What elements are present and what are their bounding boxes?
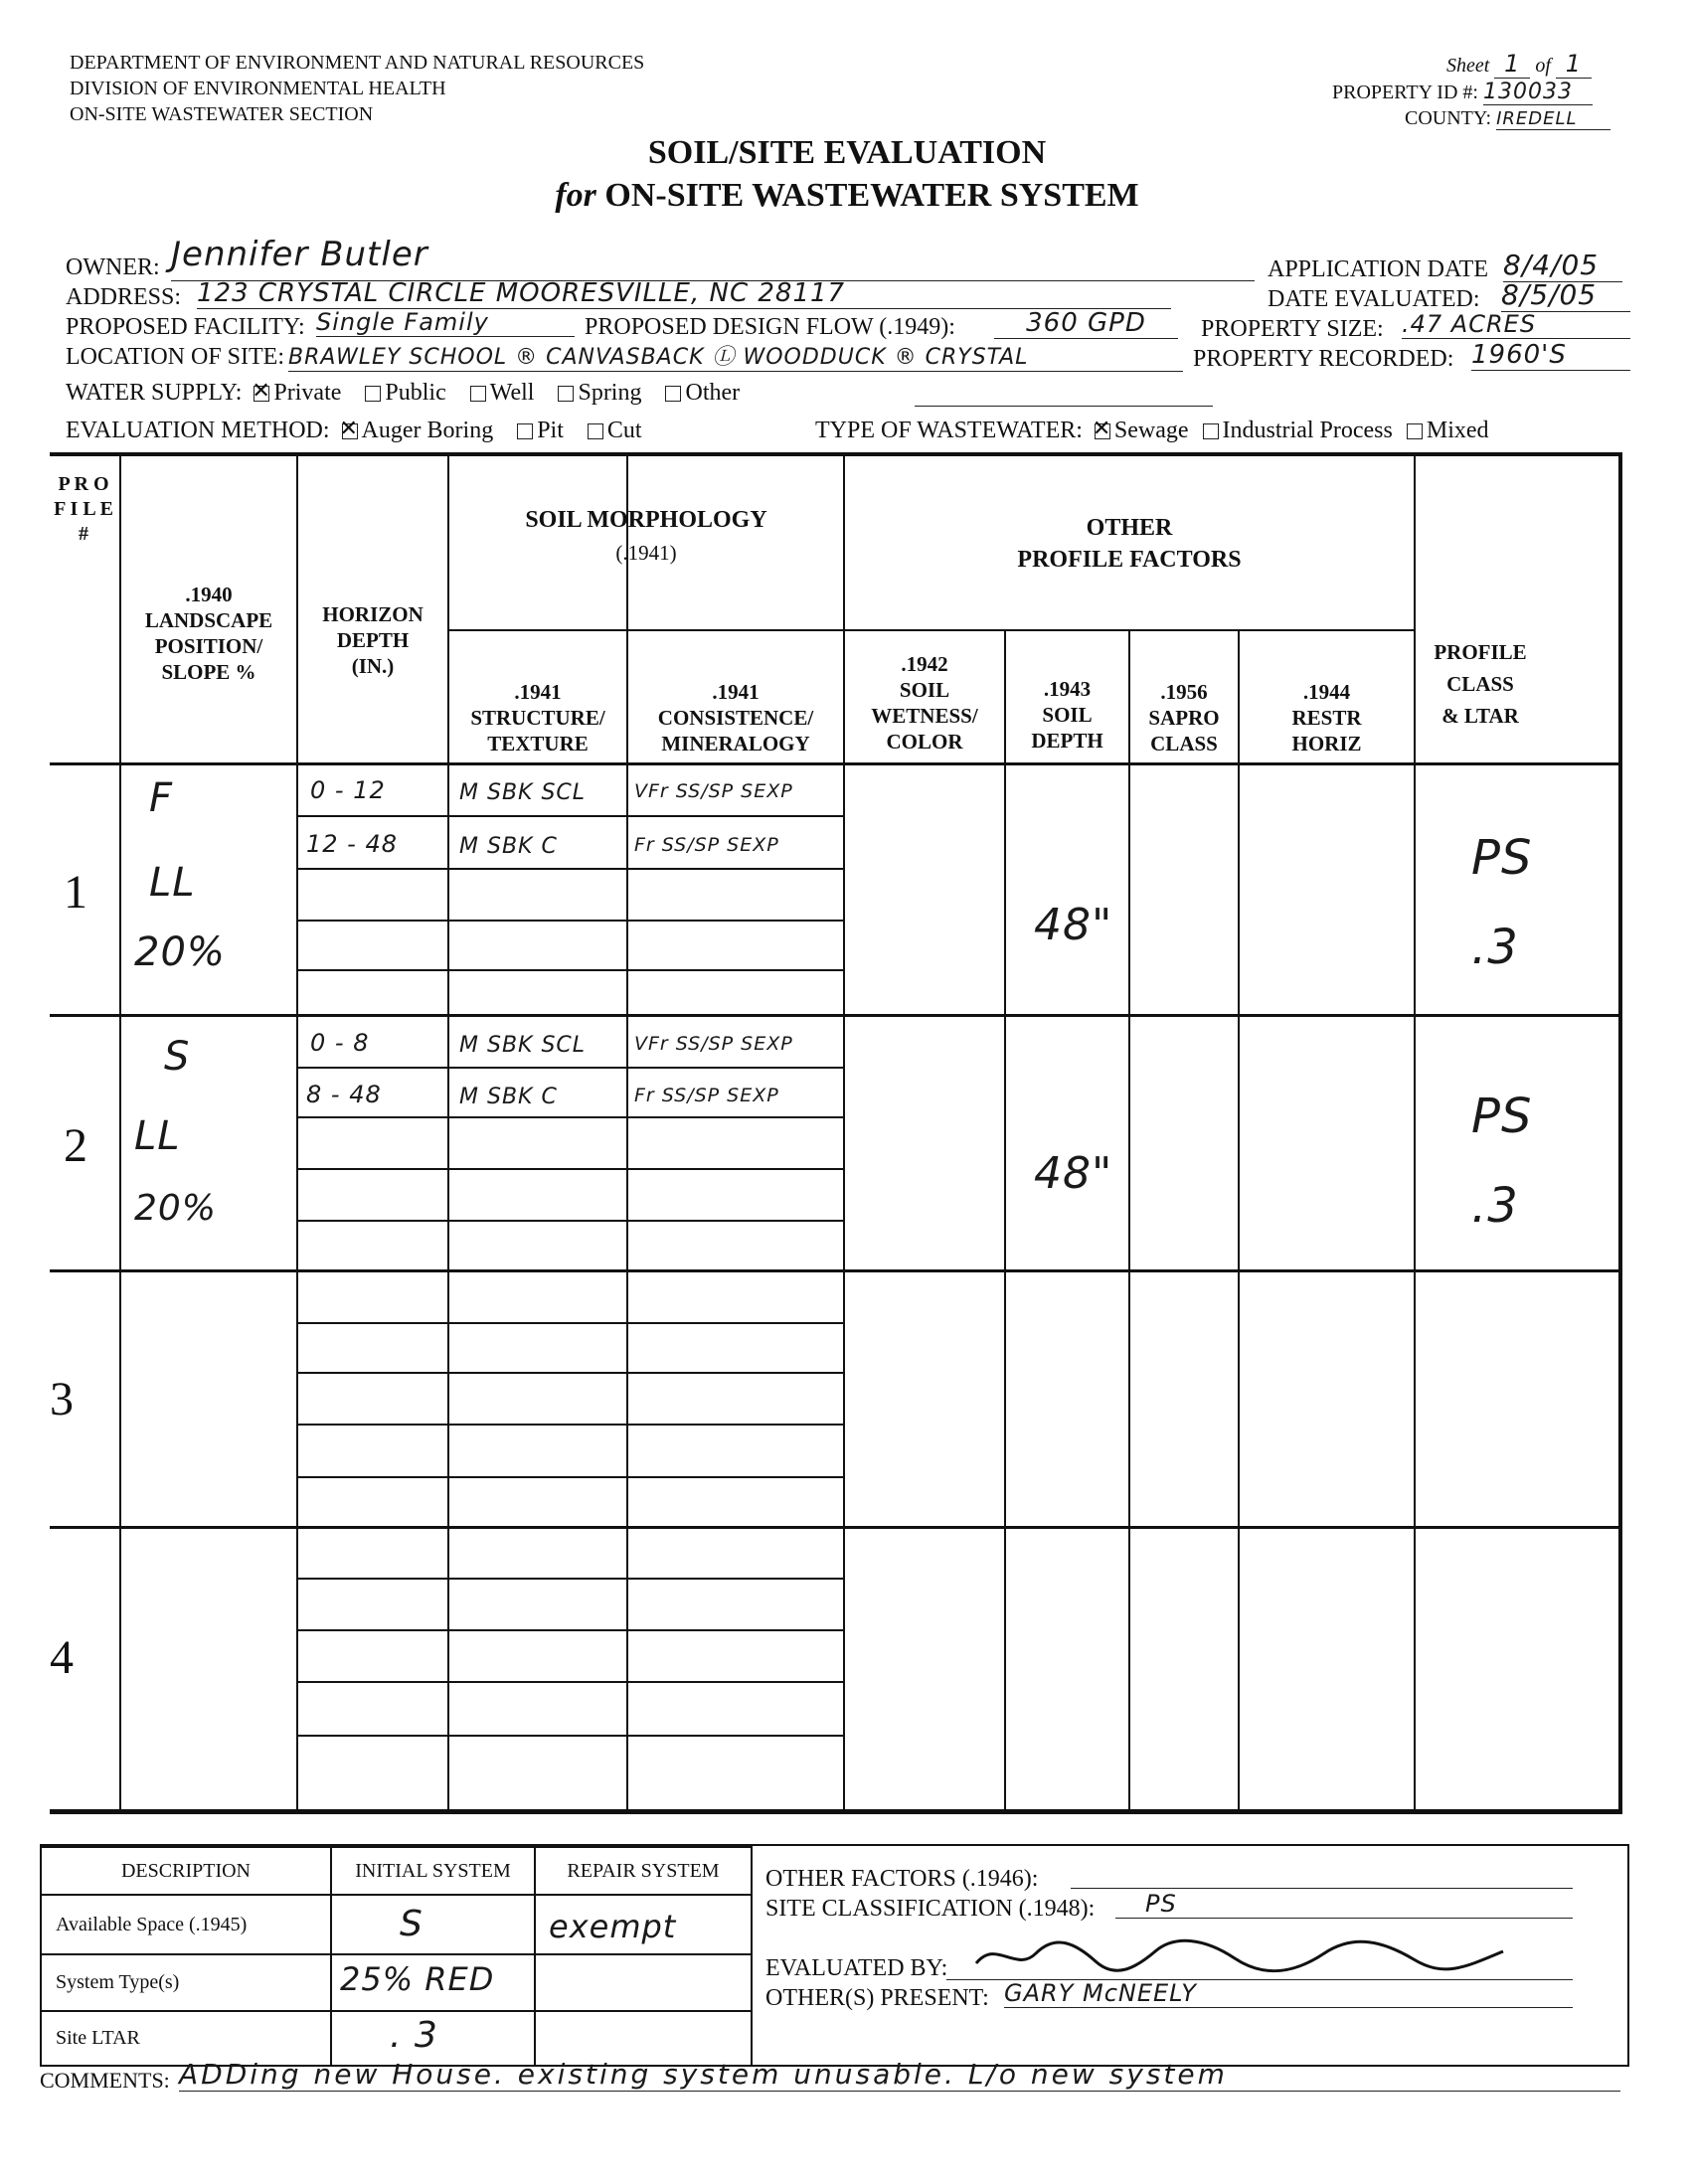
agency-header: [70, 50, 644, 127]
evaluated-by-label: EVALUATED BY:: [765, 1955, 948, 1981]
landscape-header: .1940 LANDSCAPE POSITION/ SLOPE %: [144, 583, 273, 684]
owner-label: OWNER:: [66, 254, 160, 280]
wastewater-industrial[interactable]: [1203, 418, 1393, 444]
wastewater-sewage[interactable]: [1095, 418, 1189, 444]
water-supply-other-field[interactable]: [915, 406, 1213, 407]
option-label: Industrial Process: [1222, 418, 1393, 443]
address-field[interactable]: 123 CRYSTAL CIRCLE MOORESVILLE, NC 28117: [197, 278, 1171, 309]
checkbox-icon: [1407, 423, 1423, 439]
horizon-depth[interactable]: 0 - 12: [310, 776, 386, 804]
profile-number: 4: [50, 1631, 74, 1684]
evaluator-signature-field[interactable]: [946, 1933, 1573, 1980]
wastewater-type-label: TYPE OF WASTEWATER:: [815, 418, 1083, 443]
option-label: Pit: [537, 418, 564, 443]
slope-percent[interactable]: 20%: [134, 929, 226, 975]
summary-description-header: DESCRIPTION: [120, 1860, 251, 1882]
landscape-position[interactable]: LL: [149, 860, 196, 906]
option-label: Private: [273, 380, 342, 406]
evaluation-method-label: EVALUATION METHOD:: [66, 418, 330, 443]
profile-class-header: PROFILE CLASS & LTAR: [1434, 640, 1527, 728]
checkbox-icon: [517, 423, 533, 439]
structure-texture[interactable]: M SBK C: [459, 1085, 558, 1109]
checkbox-icon: [558, 386, 574, 402]
method-auger-boring[interactable]: [342, 418, 494, 444]
others-present-field[interactable]: GARY McNEELY: [1004, 1979, 1573, 2008]
sheet-label: Sheet: [1446, 55, 1490, 77]
date-evaluated-field[interactable]: 8/5/05: [1501, 278, 1630, 312]
sheet-number[interactable]: 1: [1494, 50, 1530, 79]
agency-line-3: ON-SITE WASTEWATER SECTION: [70, 103, 374, 125]
comments-label: COMMENTS:: [40, 2068, 170, 2093]
ltar-value[interactable]: .3: [1471, 1178, 1519, 1234]
profile-number: 3: [50, 1373, 74, 1426]
form-subtitle: [0, 177, 1694, 215]
horizon-depth[interactable]: 0 - 8: [310, 1029, 370, 1057]
sapro-class-header: .1956 SAPRO CLASS: [1148, 680, 1220, 756]
checkbox-checked-icon: [1095, 423, 1110, 439]
soil-depth-value[interactable]: 48": [1034, 900, 1113, 950]
consistence[interactable]: VFr SS/SP SEXP: [634, 1033, 793, 1055]
wetness-color-header: .1942 SOIL WETNESS/ COLOR: [871, 652, 978, 754]
application-date-field[interactable]: 8/4/05: [1503, 249, 1622, 282]
checkbox-icon: [665, 386, 681, 402]
system-type-initial[interactable]: 25% RED: [340, 1960, 495, 1998]
landscape-position[interactable]: F: [149, 775, 174, 821]
form-subtitle-for: for: [555, 177, 596, 214]
option-label: Public: [385, 380, 446, 406]
county-row: [1405, 107, 1610, 130]
soil-depth-header: .1943 SOIL DEPTH: [1031, 677, 1103, 753]
available-space-label: Available Space (.1945): [56, 1914, 248, 1935]
facility-field[interactable]: Single Family: [316, 308, 575, 337]
checkbox-icon: [588, 423, 603, 439]
checkbox-icon: [365, 386, 381, 402]
summary-repair-header: REPAIR SYSTEM: [567, 1860, 720, 1882]
application-date-label: APPLICATION DATE: [1268, 256, 1488, 282]
soil-morphology-header: SOIL MORPHOLOGY: [525, 507, 767, 533]
ltar-value[interactable]: .3: [1471, 920, 1519, 975]
site-ltar-initial[interactable]: . 3: [390, 2015, 438, 2056]
site-ltar-label: Site LTAR: [56, 2027, 140, 2049]
available-space-repair[interactable]: exempt: [549, 1908, 677, 1945]
structure-texture[interactable]: M SBK SCL: [459, 780, 587, 805]
water-supply-spring[interactable]: [558, 380, 641, 407]
other-factors-header: OTHER PROFILE FACTORS: [1017, 515, 1242, 573]
water-supply-well[interactable]: [470, 380, 535, 407]
site-classification-field[interactable]: PS: [1115, 1890, 1573, 1919]
form-title: SOIL/SITE EVALUATION: [647, 134, 1047, 171]
wastewater-mixed[interactable]: [1407, 418, 1489, 444]
property-recorded-label: PROPERTY RECORDED:: [1193, 346, 1454, 372]
structure-texture[interactable]: M SBK SCL: [459, 1033, 587, 1058]
sheet-counter: [1446, 50, 1592, 79]
signature-mark: [966, 1933, 1523, 1979]
site-classification-label: SITE CLASSIFICATION (.1948):: [765, 1896, 1096, 1922]
agency-line-2: DIVISION OF ENVIRONMENTAL HEALTH: [70, 78, 446, 99]
property-id-field[interactable]: 130033: [1483, 80, 1593, 105]
sheet-of-label: of: [1535, 55, 1551, 77]
consistence[interactable]: Fr SS/SP SEXP: [634, 1085, 779, 1106]
design-flow-label: PROPOSED DESIGN FLOW (.1949):: [585, 314, 955, 340]
profile-class-value[interactable]: PS: [1471, 830, 1533, 886]
property-size-field[interactable]: .47 ACRES: [1402, 310, 1630, 339]
option-label: Mixed: [1426, 418, 1489, 443]
owner-field[interactable]: Jennifer Butler: [171, 235, 1255, 281]
consistence[interactable]: VFr SS/SP SEXP: [634, 780, 793, 802]
soil-depth-value[interactable]: 48": [1034, 1148, 1113, 1199]
county-label: COUNTY:: [1405, 107, 1492, 129]
property-size-label: PROPERTY SIZE:: [1201, 316, 1384, 342]
checkbox-icon: [470, 386, 486, 402]
form-subtitle-text: ON-SITE WASTEWATER SYSTEM: [604, 177, 1139, 214]
slope-percent[interactable]: 20%: [134, 1188, 218, 1229]
water-supply-private[interactable]: [254, 380, 341, 407]
county-field[interactable]: IREDELL: [1496, 108, 1610, 130]
comments-field[interactable]: ADDing new House. existing system unusable. L/o new system: [179, 2058, 1620, 2092]
option-label: Cut: [606, 418, 642, 443]
water-supply-row: [66, 380, 760, 407]
property-id-row: [1332, 80, 1593, 105]
water-supply-other[interactable]: [665, 380, 740, 407]
option-label: Sewage: [1113, 418, 1189, 443]
profile-class-value[interactable]: PS: [1471, 1089, 1533, 1144]
method-cut[interactable]: [588, 418, 642, 444]
option-label: Other: [685, 380, 741, 406]
location-field[interactable]: BRAWLEY SCHOOL ® CANVASBACK Ⓛ WOODDUCK ® CRYSTAL: [288, 340, 1183, 372]
water-supply-label: WATER SUPPLY:: [66, 380, 243, 406]
structure-texture[interactable]: M SBK C: [459, 834, 558, 859]
horizon-depth-header: HORIZON DEPTH (IN.): [322, 602, 424, 678]
design-flow-field[interactable]: 360 GPD: [994, 308, 1178, 339]
soil-morphology-subheader: (.1941): [615, 541, 677, 565]
property-id-label: PROPERTY ID #:: [1332, 82, 1478, 103]
profile-number: 2: [64, 1119, 87, 1172]
date-evaluated-label: DATE EVALUATED:: [1268, 286, 1480, 312]
summary-section: [40, 1844, 1629, 2067]
checkbox-checked-icon: [342, 423, 358, 439]
option-label: Spring: [578, 380, 642, 406]
profile-number-header: P R O F I L E #: [54, 473, 113, 545]
available-space-initial[interactable]: S: [400, 1904, 424, 1944]
wastewater-type-row: [815, 418, 1509, 444]
summary-initial-header: INITIAL SYSTEM: [355, 1860, 511, 1882]
consistence[interactable]: Fr SS/SP SEXP: [634, 834, 779, 856]
water-supply-public[interactable]: [365, 380, 445, 407]
sheet-total[interactable]: 1: [1556, 50, 1592, 79]
structure-texture-header: .1941 STRUCTURE/ TEXTURE: [470, 680, 605, 756]
horizon-depth[interactable]: 8 - 48: [306, 1081, 382, 1108]
checkbox-icon: [1203, 423, 1219, 439]
profile-table: [50, 452, 1622, 1814]
landscape-position[interactable]: LL: [134, 1113, 181, 1159]
other-factors-label: OTHER FACTORS (.1946):: [765, 1866, 1039, 1892]
horizon-depth[interactable]: 12 - 48: [306, 830, 398, 858]
system-type-label: System Type(s): [56, 1971, 180, 1993]
others-present-label: OTHER(S) PRESENT:: [765, 1985, 989, 2011]
agency-line-1: DEPARTMENT OF ENVIRONMENT AND NATURAL RESOURCES: [70, 52, 645, 74]
method-pit[interactable]: [517, 418, 564, 444]
checkbox-checked-icon: [254, 386, 269, 402]
restr-horiz-header: .1944 RESTR HORIZ: [1291, 680, 1362, 756]
option-label: Auger Boring: [361, 418, 494, 443]
option-label: Well: [489, 380, 535, 406]
address-label: ADDRESS:: [66, 284, 182, 310]
property-recorded-field[interactable]: 1960'S: [1471, 340, 1630, 371]
evaluation-method-row: [66, 418, 662, 444]
location-label: LOCATION OF SITE:: [66, 344, 284, 370]
profile-number: 1: [64, 866, 87, 919]
landscape-position[interactable]: S: [164, 1034, 191, 1080]
facility-label: PROPOSED FACILITY:: [66, 314, 305, 340]
consistence-header: .1941 CONSISTENCE/ MINERALOGY: [657, 680, 814, 756]
other-factors-field[interactable]: [1071, 1888, 1573, 1889]
